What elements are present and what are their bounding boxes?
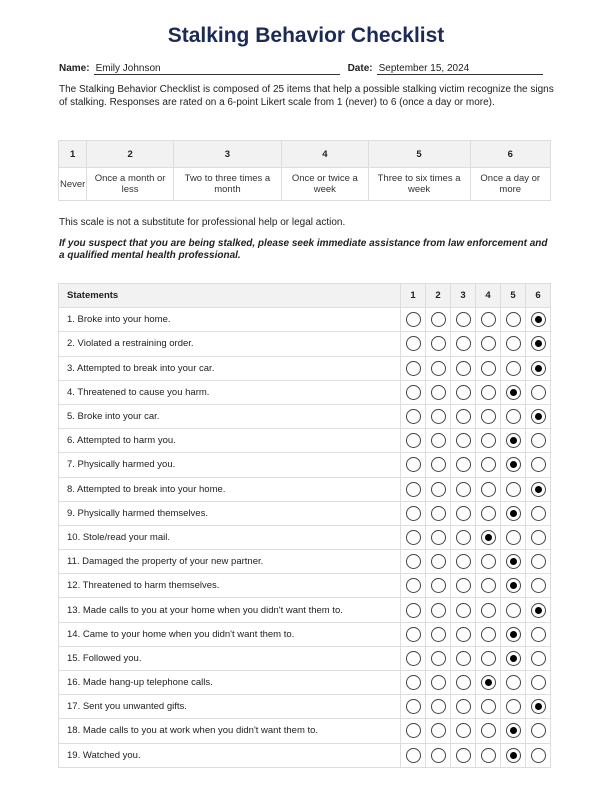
radio-button-4[interactable] xyxy=(481,748,496,763)
radio-button-6[interactable] xyxy=(531,603,546,618)
statement-text: 12. Threatened to harm themselves. xyxy=(59,574,401,598)
radio-button-2[interactable] xyxy=(431,457,446,472)
radio-button-4[interactable] xyxy=(481,578,496,593)
rating-cell xyxy=(426,525,451,549)
rating-cell xyxy=(426,477,451,501)
rating-cell xyxy=(501,719,526,743)
radio-button-1[interactable] xyxy=(406,361,421,376)
radio-button-4[interactable] xyxy=(481,603,496,618)
rating-cell xyxy=(401,598,426,622)
statements-table xyxy=(58,283,551,768)
rating-cell xyxy=(501,671,526,695)
radio-button-6[interactable] xyxy=(531,627,546,642)
rating-cell xyxy=(501,404,526,428)
radio-button-5[interactable] xyxy=(506,409,521,424)
statement-text: 14. Came to your home when you didn't want them to. xyxy=(59,622,401,646)
scale-number: 2 xyxy=(87,141,174,168)
rating-cell xyxy=(501,429,526,453)
radio-button-2[interactable] xyxy=(431,578,446,593)
rating-cell xyxy=(451,308,476,332)
radio-button-5[interactable] xyxy=(506,675,521,690)
rating-cell xyxy=(476,453,501,477)
scale-number: 6 xyxy=(470,141,550,168)
radio-button-1[interactable] xyxy=(406,433,421,448)
rating-cell xyxy=(451,525,476,549)
rating-cell xyxy=(451,622,476,646)
statement-text: 8. Attempted to break into your home. xyxy=(59,477,401,501)
rating-cell xyxy=(501,743,526,767)
radio-button-2[interactable] xyxy=(431,409,446,424)
name-field[interactable]: Emily Johnson xyxy=(94,63,340,75)
radio-button-1[interactable] xyxy=(406,409,421,424)
radio-button-5[interactable] xyxy=(506,312,521,327)
radio-button-3[interactable] xyxy=(456,482,471,497)
radio-button-6[interactable] xyxy=(531,530,546,545)
radio-button-4[interactable] xyxy=(481,506,496,521)
radio-button-6[interactable] xyxy=(531,336,546,351)
radio-button-3[interactable] xyxy=(456,748,471,763)
statement-text: 17. Sent you unwanted gifts. xyxy=(59,695,401,719)
statement-row xyxy=(59,525,551,549)
rating-cell xyxy=(451,404,476,428)
rating-cell xyxy=(451,332,476,356)
rating-cell xyxy=(526,743,551,767)
scale-label: Never xyxy=(59,168,87,201)
radio-button-6[interactable] xyxy=(531,554,546,569)
rating-cell xyxy=(401,332,426,356)
statement-text: 15. Followed you. xyxy=(59,646,401,670)
radio-button-6[interactable] xyxy=(531,433,546,448)
rating-cell xyxy=(476,646,501,670)
statement-text: 5. Broke into your car. xyxy=(59,404,401,428)
radio-button-4[interactable] xyxy=(481,361,496,376)
radio-button-4[interactable] xyxy=(481,530,496,545)
radio-button-1[interactable] xyxy=(406,627,421,642)
radio-button-5[interactable] xyxy=(506,433,521,448)
rating-cell xyxy=(526,622,551,646)
radio-button-3[interactable] xyxy=(456,457,471,472)
radio-button-2[interactable] xyxy=(431,506,446,521)
rating-header: 6 xyxy=(526,284,551,308)
radio-button-4[interactable] xyxy=(481,699,496,714)
radio-button-4[interactable] xyxy=(481,409,496,424)
scale-label: Once a day or more xyxy=(470,168,550,201)
radio-button-5[interactable] xyxy=(506,627,521,642)
statement-row xyxy=(59,429,551,453)
radio-button-1[interactable] xyxy=(406,603,421,618)
rating-cell xyxy=(451,429,476,453)
scale-table xyxy=(58,140,551,201)
rating-cell xyxy=(476,719,501,743)
scale-label: Once or twice a week xyxy=(282,168,369,201)
radio-button-4[interactable] xyxy=(481,312,496,327)
radio-button-4[interactable] xyxy=(481,554,496,569)
radio-button-1[interactable] xyxy=(406,457,421,472)
rating-cell xyxy=(401,453,426,477)
rating-cell xyxy=(451,646,476,670)
rating-cell xyxy=(501,380,526,404)
radio-button-3[interactable] xyxy=(456,409,471,424)
date-label: Date: xyxy=(347,63,373,74)
radio-button-1[interactable] xyxy=(406,675,421,690)
radio-button-2[interactable] xyxy=(431,675,446,690)
rating-cell xyxy=(476,574,501,598)
rating-cell xyxy=(526,356,551,380)
rating-cell xyxy=(476,332,501,356)
rating-cell xyxy=(401,501,426,525)
radio-button-2[interactable] xyxy=(431,748,446,763)
rating-cell xyxy=(501,332,526,356)
rating-cell xyxy=(451,453,476,477)
rating-cell xyxy=(451,671,476,695)
radio-button-4[interactable] xyxy=(481,385,496,400)
statement-row xyxy=(59,622,551,646)
radio-button-3[interactable] xyxy=(456,651,471,666)
rating-cell xyxy=(476,622,501,646)
radio-button-1[interactable] xyxy=(406,385,421,400)
radio-button-2[interactable] xyxy=(431,482,446,497)
rating-header: 3 xyxy=(451,284,476,308)
statement-text: 3. Attempted to break into your car. xyxy=(59,356,401,380)
rating-cell xyxy=(476,525,501,549)
radio-button-5[interactable] xyxy=(506,603,521,618)
rating-cell xyxy=(526,308,551,332)
rating-cell xyxy=(401,404,426,428)
rating-cell xyxy=(476,743,501,767)
radio-button-3[interactable] xyxy=(456,336,471,351)
statement-text: 2. Violated a restraining order. xyxy=(59,332,401,356)
rating-cell xyxy=(426,598,451,622)
radio-button-2[interactable] xyxy=(431,336,446,351)
rating-cell xyxy=(476,671,501,695)
radio-button-2[interactable] xyxy=(431,530,446,545)
scale-number: 5 xyxy=(368,141,470,168)
radio-button-3[interactable] xyxy=(456,554,471,569)
rating-cell xyxy=(426,622,451,646)
rating-cell xyxy=(426,743,451,767)
radio-button-2[interactable] xyxy=(431,312,446,327)
date-field[interactable]: September 15, 2024 xyxy=(377,63,543,75)
statement-text: 19. Watched you. xyxy=(59,743,401,767)
radio-button-2[interactable] xyxy=(431,699,446,714)
statement-text: 6. Attempted to harm you. xyxy=(59,429,401,453)
statement-row xyxy=(59,719,551,743)
rating-cell xyxy=(526,429,551,453)
radio-button-5[interactable] xyxy=(506,482,521,497)
rating-cell xyxy=(476,404,501,428)
rating-cell xyxy=(426,380,451,404)
rating-cell xyxy=(426,404,451,428)
rating-cell xyxy=(426,646,451,670)
statement-row xyxy=(59,356,551,380)
rating-cell xyxy=(451,380,476,404)
rating-cell xyxy=(526,671,551,695)
intro-text: The Stalking Behavior Checklist is composed of 25 items that help a possible stalking victim recognize the signs of stalking. Responses are rated on a 6-point Likert scale from 1 (never) to 6 (once a day or more). xyxy=(59,84,554,108)
rating-cell xyxy=(501,356,526,380)
rating-cell xyxy=(401,429,426,453)
radio-button-4[interactable] xyxy=(481,627,496,642)
radio-button-2[interactable] xyxy=(431,385,446,400)
rating-cell xyxy=(401,380,426,404)
radio-button-1[interactable] xyxy=(406,530,421,545)
rating-header: 5 xyxy=(501,284,526,308)
rating-cell xyxy=(426,429,451,453)
rating-cell xyxy=(451,743,476,767)
statement-row xyxy=(59,380,551,404)
radio-button-1[interactable] xyxy=(406,312,421,327)
rating-cell xyxy=(501,525,526,549)
radio-button-3[interactable] xyxy=(456,699,471,714)
rating-cell xyxy=(526,332,551,356)
scale-label: Two to three times a month xyxy=(173,168,281,201)
radio-button-5[interactable] xyxy=(506,554,521,569)
statement-row xyxy=(59,501,551,525)
rating-cell xyxy=(401,477,426,501)
statement-text: 18. Made calls to you at work when you didn't want them to. xyxy=(59,719,401,743)
radio-button-5[interactable] xyxy=(506,457,521,472)
rating-cell xyxy=(526,719,551,743)
disclaimer-note: This scale is not a substitute for professional help or legal action. xyxy=(59,217,346,228)
rating-cell xyxy=(526,404,551,428)
statement-text: 1. Broke into your home. xyxy=(59,308,401,332)
rating-cell xyxy=(501,453,526,477)
rating-cell xyxy=(426,671,451,695)
radio-button-3[interactable] xyxy=(456,433,471,448)
statements-header: Statements xyxy=(59,284,401,308)
rating-cell xyxy=(401,525,426,549)
radio-button-4[interactable] xyxy=(481,723,496,738)
rating-cell xyxy=(526,550,551,574)
rating-cell xyxy=(526,380,551,404)
radio-button-5[interactable] xyxy=(506,506,521,521)
statement-row xyxy=(59,671,551,695)
rating-cell xyxy=(476,380,501,404)
name-label: Name: xyxy=(59,63,90,74)
radio-button-1[interactable] xyxy=(406,482,421,497)
rating-cell xyxy=(451,477,476,501)
name-date-line xyxy=(59,63,543,75)
rating-cell xyxy=(476,477,501,501)
rating-cell xyxy=(451,574,476,598)
radio-button-1[interactable] xyxy=(406,336,421,351)
radio-button-4[interactable] xyxy=(481,482,496,497)
rating-header: 2 xyxy=(426,284,451,308)
rating-cell xyxy=(426,695,451,719)
rating-cell xyxy=(476,429,501,453)
rating-cell xyxy=(426,308,451,332)
rating-cell xyxy=(401,743,426,767)
statement-text: 13. Made calls to you at your home when you didn't want them to. xyxy=(59,598,401,622)
radio-button-3[interactable] xyxy=(456,603,471,618)
radio-button-1[interactable] xyxy=(406,554,421,569)
radio-button-3[interactable] xyxy=(456,385,471,400)
rating-cell xyxy=(401,574,426,598)
rating-cell xyxy=(476,550,501,574)
rating-cell xyxy=(426,356,451,380)
radio-button-6[interactable] xyxy=(531,699,546,714)
statement-row xyxy=(59,477,551,501)
rating-cell xyxy=(476,501,501,525)
rating-cell xyxy=(526,574,551,598)
rating-cell xyxy=(501,550,526,574)
statement-row xyxy=(59,695,551,719)
radio-button-2[interactable] xyxy=(431,603,446,618)
rating-cell xyxy=(426,574,451,598)
rating-cell xyxy=(526,501,551,525)
radio-button-6[interactable] xyxy=(531,457,546,472)
rating-cell xyxy=(476,598,501,622)
radio-button-5[interactable] xyxy=(506,651,521,666)
rating-cell xyxy=(401,695,426,719)
statement-row xyxy=(59,332,551,356)
statement-text: 10. Stole/read your mail. xyxy=(59,525,401,549)
rating-cell xyxy=(426,453,451,477)
rating-cell xyxy=(501,477,526,501)
radio-button-1[interactable] xyxy=(406,748,421,763)
rating-cell xyxy=(426,550,451,574)
radio-button-5[interactable] xyxy=(506,748,521,763)
radio-button-2[interactable] xyxy=(431,723,446,738)
radio-button-3[interactable] xyxy=(456,627,471,642)
scale-label: Once a month or less xyxy=(87,168,174,201)
rating-header: 4 xyxy=(476,284,501,308)
radio-button-2[interactable] xyxy=(431,627,446,642)
radio-button-5[interactable] xyxy=(506,385,521,400)
radio-button-2[interactable] xyxy=(431,651,446,666)
radio-button-6[interactable] xyxy=(531,651,546,666)
rating-cell xyxy=(526,477,551,501)
radio-button-6[interactable] xyxy=(531,675,546,690)
rating-cell xyxy=(401,308,426,332)
radio-button-6[interactable] xyxy=(531,409,546,424)
radio-button-6[interactable] xyxy=(531,578,546,593)
statement-row xyxy=(59,646,551,670)
rating-cell xyxy=(451,719,476,743)
rating-header: 1 xyxy=(401,284,426,308)
statement-row xyxy=(59,404,551,428)
radio-button-3[interactable] xyxy=(456,312,471,327)
radio-button-6[interactable] xyxy=(531,506,546,521)
statement-row xyxy=(59,550,551,574)
statement-row xyxy=(59,743,551,767)
rating-cell xyxy=(401,550,426,574)
rating-cell xyxy=(501,598,526,622)
rating-cell xyxy=(401,622,426,646)
rating-cell xyxy=(401,671,426,695)
radio-button-5[interactable] xyxy=(506,530,521,545)
rating-cell xyxy=(501,646,526,670)
statement-text: 7. Physically harmed you. xyxy=(59,453,401,477)
rating-cell xyxy=(426,501,451,525)
radio-button-6[interactable] xyxy=(531,385,546,400)
radio-button-6[interactable] xyxy=(531,723,546,738)
rating-cell xyxy=(526,453,551,477)
rating-cell xyxy=(476,695,501,719)
rating-cell xyxy=(426,332,451,356)
rating-cell xyxy=(426,719,451,743)
rating-cell xyxy=(401,719,426,743)
radio-button-4[interactable] xyxy=(481,675,496,690)
radio-button-2[interactable] xyxy=(431,554,446,569)
radio-button-4[interactable] xyxy=(481,457,496,472)
radio-button-1[interactable] xyxy=(406,506,421,521)
rating-cell xyxy=(501,501,526,525)
warning-text: If you suspect that you are being stalked, please seek immediate assistance from law enforcement and a qualified mental health professional. xyxy=(59,238,548,261)
rating-cell xyxy=(451,695,476,719)
statement-text: 16. Made hang-up telephone calls. xyxy=(59,671,401,695)
radio-button-5[interactable] xyxy=(506,578,521,593)
rating-cell xyxy=(451,550,476,574)
rating-cell xyxy=(451,501,476,525)
rating-cell xyxy=(526,525,551,549)
statement-text: 9. Physically harmed themselves. xyxy=(59,501,401,525)
radio-button-2[interactable] xyxy=(431,361,446,376)
statement-row xyxy=(59,598,551,622)
scale-label: Three to six times a week xyxy=(368,168,470,201)
rating-cell xyxy=(501,574,526,598)
radio-button-3[interactable] xyxy=(456,723,471,738)
radio-button-3[interactable] xyxy=(456,530,471,545)
radio-button-6[interactable] xyxy=(531,312,546,327)
rating-cell xyxy=(526,695,551,719)
radio-button-6[interactable] xyxy=(531,748,546,763)
radio-button-5[interactable] xyxy=(506,699,521,714)
radio-button-3[interactable] xyxy=(456,675,471,690)
radio-button-3[interactable] xyxy=(456,506,471,521)
rating-cell xyxy=(501,695,526,719)
statement-text: 11. Damaged the property of your new partner. xyxy=(59,550,401,574)
page-title: Stalking Behavior Checklist xyxy=(167,24,445,47)
statement-row xyxy=(59,308,551,332)
statement-text: 4. Threatened to cause you harm. xyxy=(59,380,401,404)
rating-cell xyxy=(526,646,551,670)
radio-button-6[interactable] xyxy=(531,361,546,376)
radio-button-1[interactable] xyxy=(406,651,421,666)
scale-number: 3 xyxy=(173,141,281,168)
rating-cell xyxy=(526,598,551,622)
radio-button-3[interactable] xyxy=(456,578,471,593)
radio-button-4[interactable] xyxy=(481,336,496,351)
rating-cell xyxy=(501,308,526,332)
radio-button-5[interactable] xyxy=(506,336,521,351)
rating-cell xyxy=(401,356,426,380)
radio-button-5[interactable] xyxy=(506,361,521,376)
rating-cell xyxy=(476,308,501,332)
rating-cell xyxy=(451,356,476,380)
scale-number: 4 xyxy=(282,141,369,168)
rating-cell xyxy=(451,598,476,622)
radio-button-1[interactable] xyxy=(406,578,421,593)
radio-button-1[interactable] xyxy=(406,699,421,714)
rating-cell xyxy=(401,646,426,670)
statement-row xyxy=(59,574,551,598)
radio-button-5[interactable] xyxy=(506,723,521,738)
radio-button-4[interactable] xyxy=(481,651,496,666)
radio-button-6[interactable] xyxy=(531,482,546,497)
scale-number: 1 xyxy=(59,141,87,168)
radio-button-1[interactable] xyxy=(406,723,421,738)
radio-button-3[interactable] xyxy=(456,361,471,376)
rating-cell xyxy=(476,356,501,380)
radio-button-2[interactable] xyxy=(431,433,446,448)
statement-row xyxy=(59,453,551,477)
rating-cell xyxy=(501,622,526,646)
radio-button-4[interactable] xyxy=(481,433,496,448)
